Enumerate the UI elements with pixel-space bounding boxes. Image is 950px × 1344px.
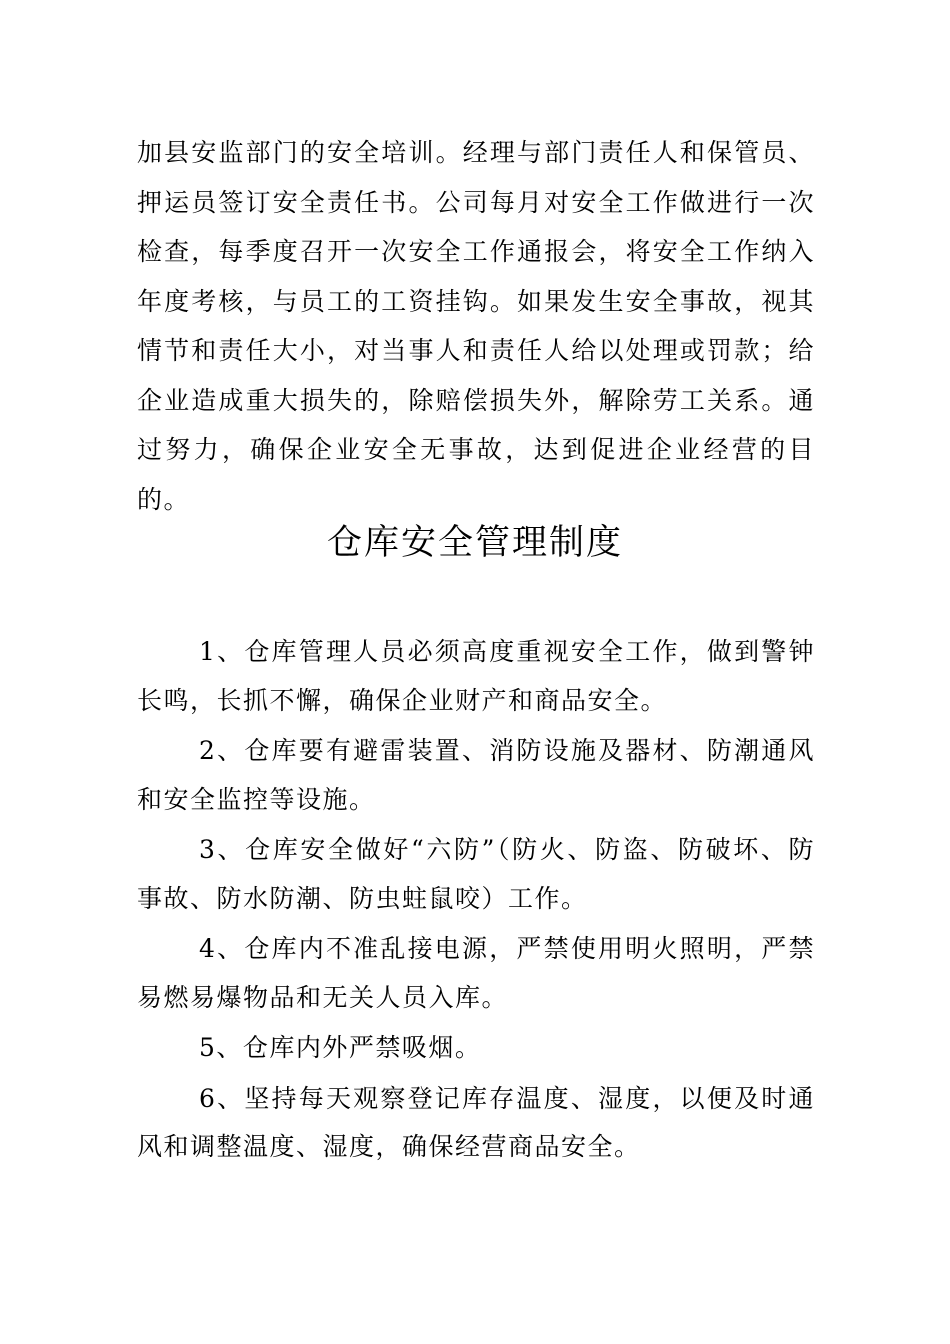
rules-list <box>137 628 815 1174</box>
page-title: 仓库安全管理制度 <box>326 523 623 563</box>
rule-item-5: 5、仓库内外严禁吸烟。 <box>199 1033 482 1062</box>
rule-item-3: 3、仓库安全做好“六防”（防火、防盗、防破坏、防事故、防水防潮、防虫蛀鼠咬）工作。 <box>137 835 815 913</box>
rule-item-6: 6、坚持每天观察登记库存温度、湿度，以便及时通风和调整温度、湿度，确保经营商品安全。 <box>137 1083 815 1161</box>
intro-paragraph: 加县安监部门的安全培训。经理与部门责任人和保管员、押运员签订安全责任书。公司每月对安全工作做进行一次检查，每季度召开一次安全工作通报会，将安全工作纳入年度考核，与员工的工资挂钩。如果发生安全事故，视其情节和责任大小，对当事人和责任人给以处理或罚款；给企业造成重大损失的，除赔偿损失外，解除劳工关系。通过努力，确保企业安全无事故，达到促进企业经营的目的。 <box>137 138 815 514</box>
rule-item-2: 2、仓库要有避雷装置、消防设施及器材、防潮通风和安全监控等设施。 <box>137 736 815 814</box>
rule-item-1: 1、仓库管理人员必须高度重视安全工作，做到警钟长鸣，长抓不懈，确保企业财产和商品安全。 <box>137 637 815 715</box>
rule-item-4: 4、仓库内不准乱接电源，严禁使用明火照明，严禁易燃易爆物品和无关人员入库。 <box>137 934 815 1012</box>
